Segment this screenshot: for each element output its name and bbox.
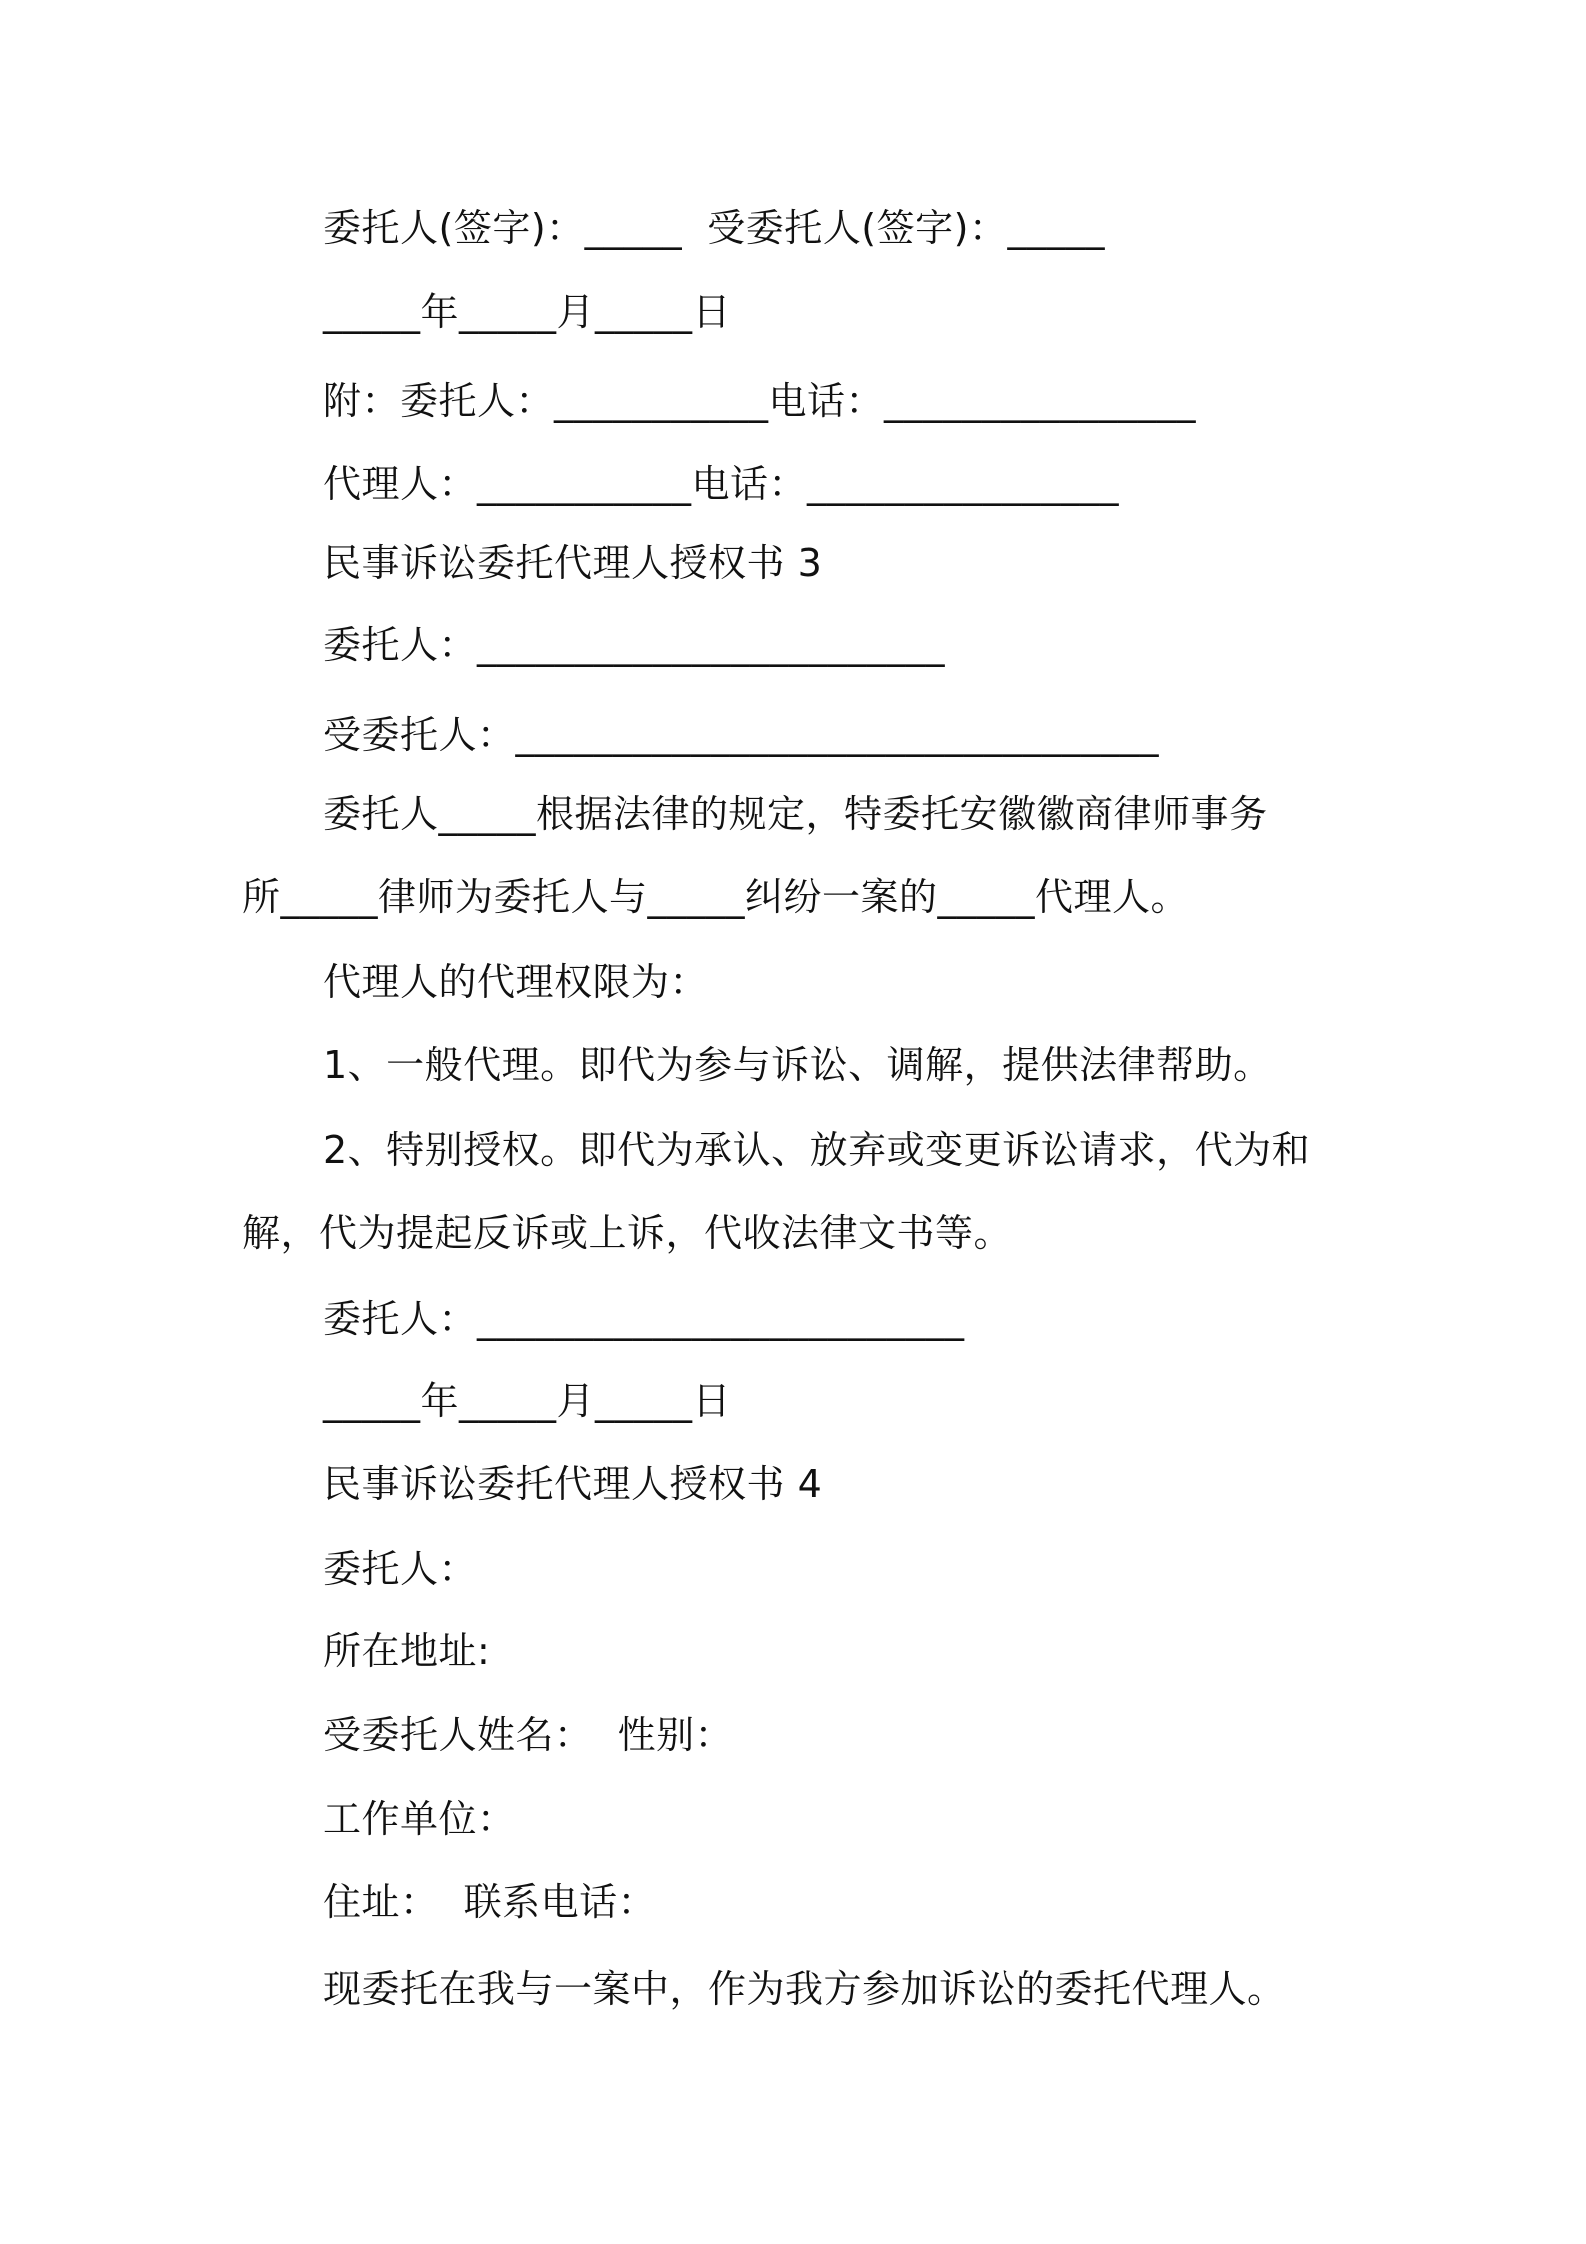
appendix-client-phone: 附：委托人：___________电话：________________	[323, 379, 1197, 423]
residence-phone-field: 住址： 联系电话：	[323, 1880, 657, 1924]
section-title-4: 民事诉讼委托代理人授权书 4	[323, 1462, 823, 1506]
trustee-name-gender-field: 受委托人姓名： 性别：	[323, 1713, 734, 1757]
client-signature-line: 委托人：_________________________	[323, 1297, 965, 1341]
trustee-line: 受委托人：_________________________________	[323, 713, 1160, 757]
agent-phone-line: 代理人：___________电话：________________	[323, 462, 1120, 506]
authority-heading: 代理人的代理权限为：	[323, 960, 709, 1004]
section-title-3: 民事诉讼委托代理人授权书 3	[323, 541, 823, 585]
entrustment-statement: 现委托在我与一案中，作为我方参加诉讼的委托代理人。	[323, 1967, 1286, 2011]
authority-item-2: 2、特别授权。即代为承认、放弃或变更诉讼请求，代为和	[323, 1128, 1311, 1172]
date-line: _____年_____月_____日	[323, 1379, 732, 1423]
signature-line: 委托人(签字)：_____ 受委托人(签字)：_____	[323, 206, 1105, 250]
address-field: 所在地址:	[323, 1629, 491, 1673]
work-unit-field: 工作单位：	[323, 1797, 516, 1841]
authority-item-2-cont: 解，代为提起反诉或上诉，代收法律文书等。	[242, 1211, 1013, 1255]
client-field: 委托人：	[323, 1547, 478, 1591]
authority-item-1: 1、一般代理。即代为参与诉讼、调解，提供法律帮助。	[323, 1043, 1272, 1087]
paragraph-line: 委托人_____根据法律的规定，特委托安徽徽商律师事务	[323, 792, 1268, 836]
date-line: _____年_____月_____日	[323, 290, 732, 334]
client-line: 委托人：________________________	[323, 623, 946, 667]
paragraph-line: 所_____律师为委托人与_____纠纷一案的_____代理人。	[242, 875, 1190, 919]
